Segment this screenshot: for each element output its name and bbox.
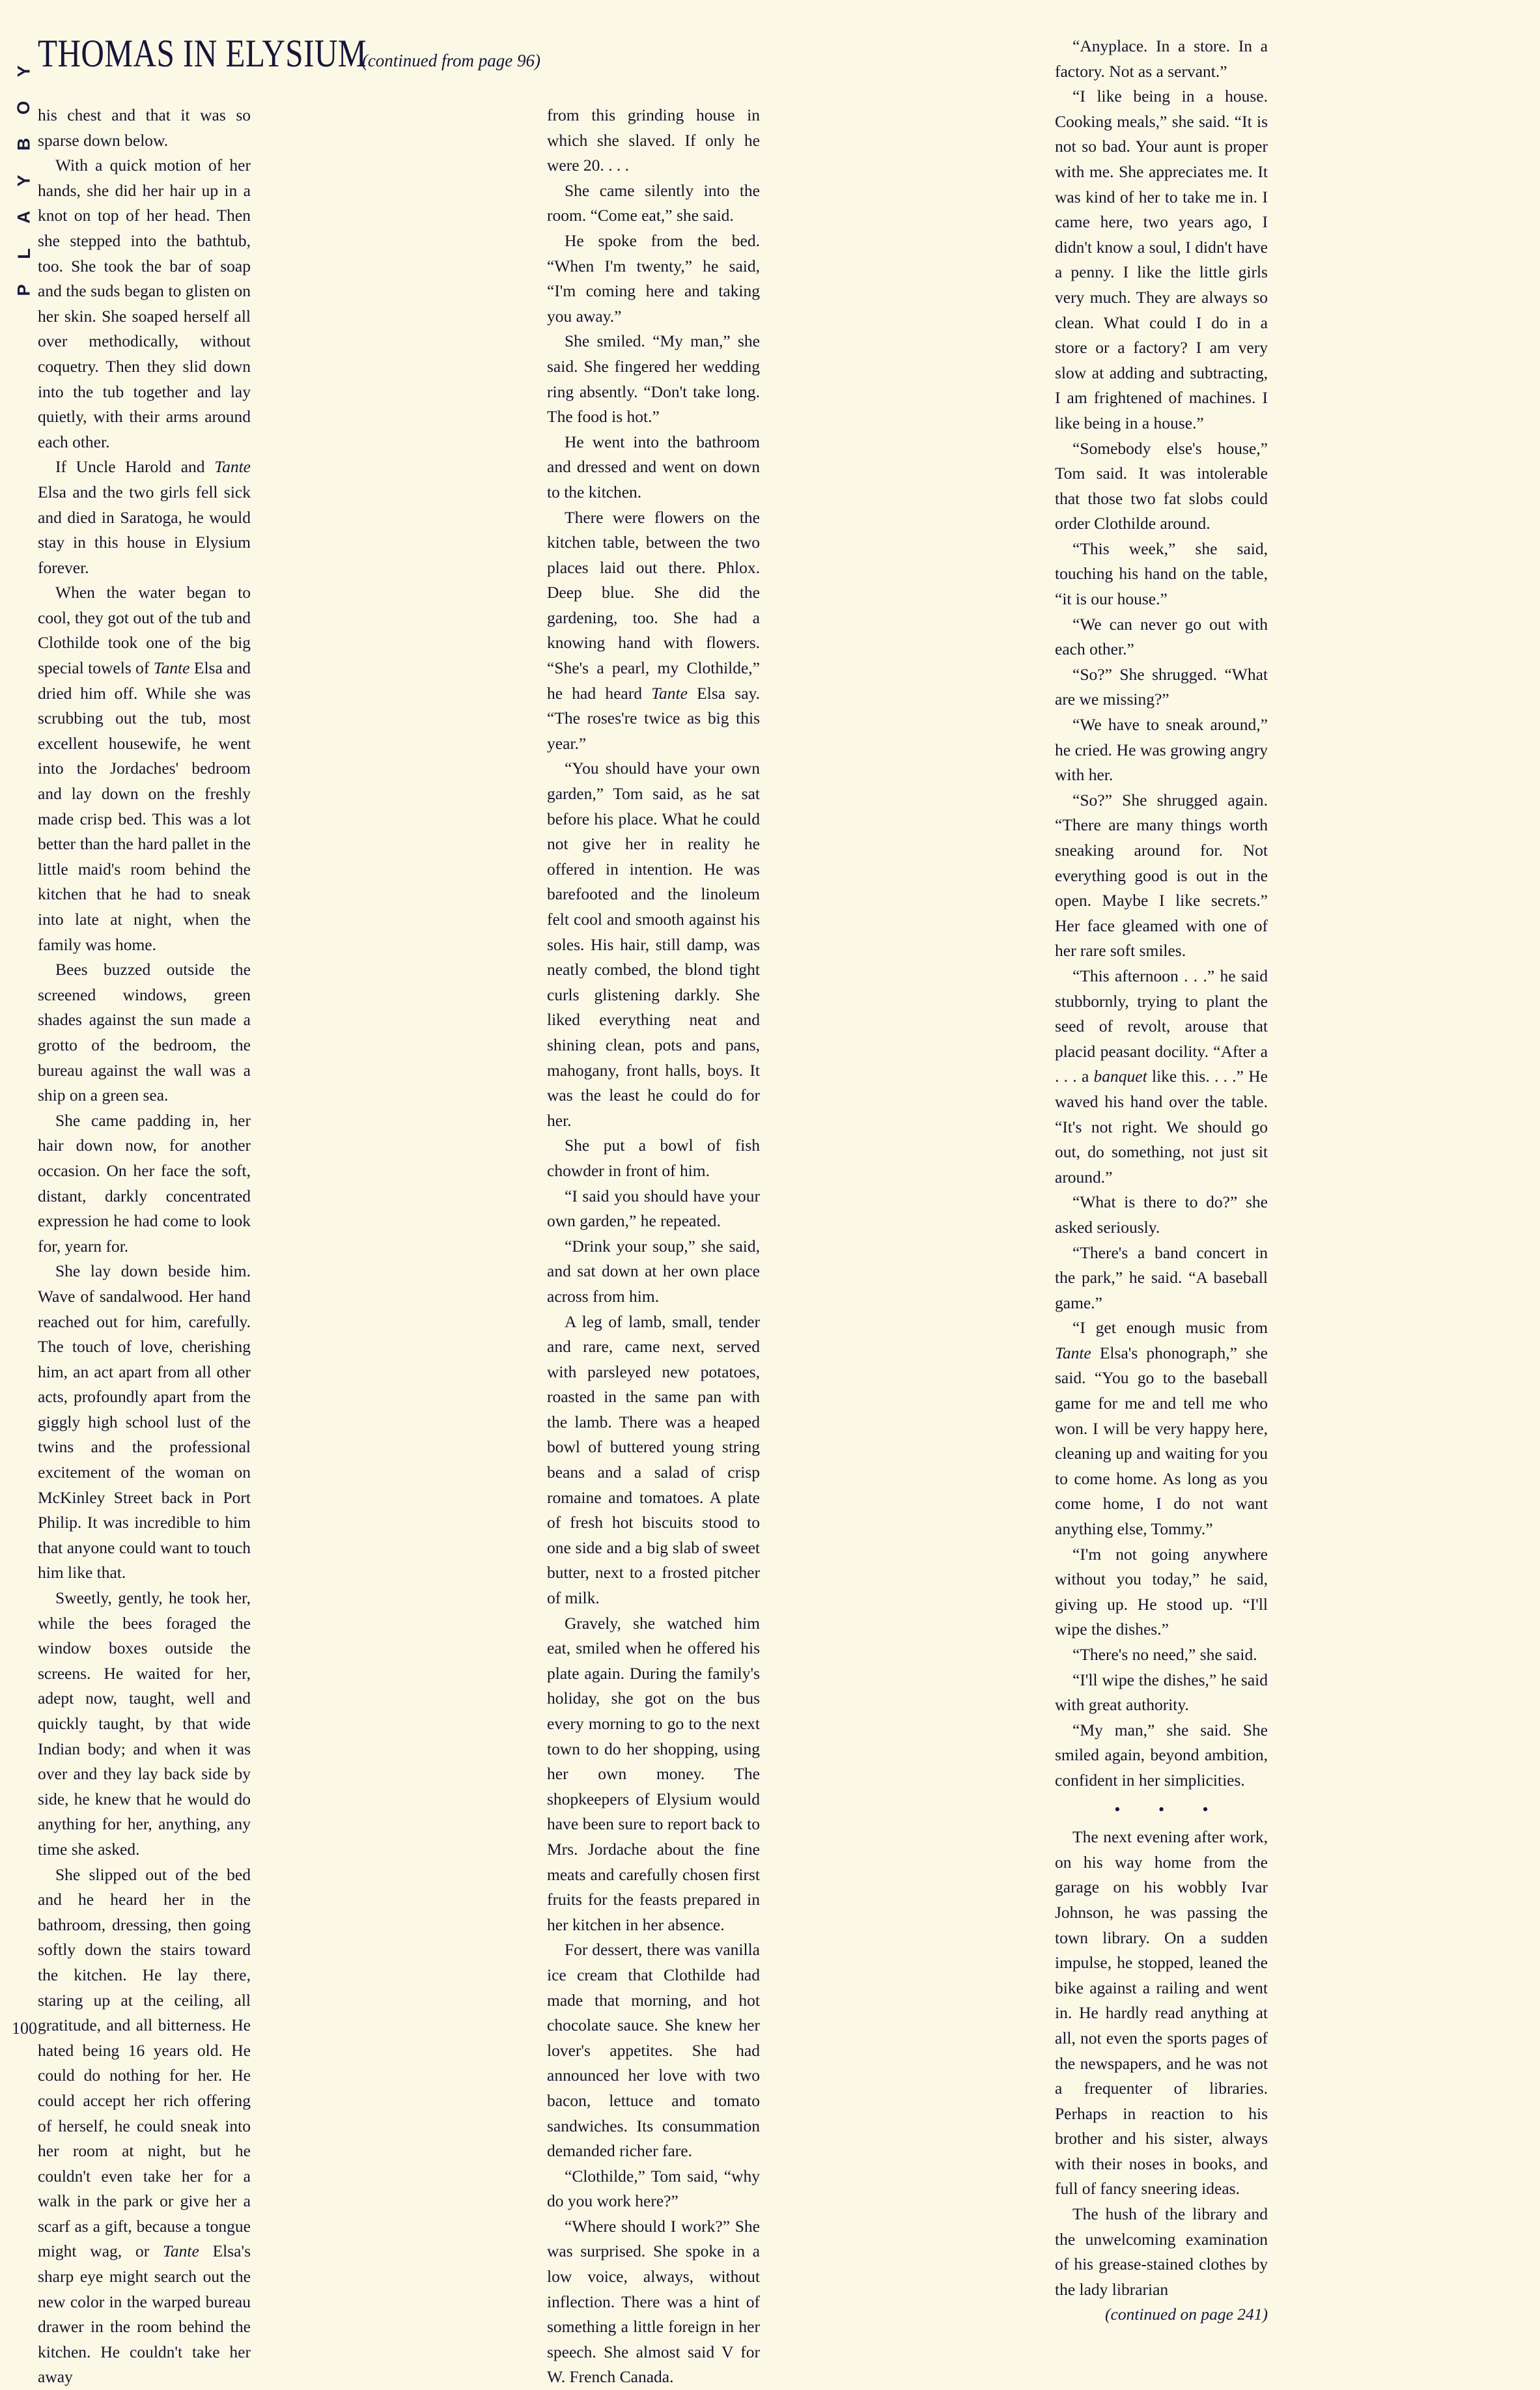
paragraph: A leg of lamb, small, tender and rare, came next, served with parsleyed new potatoes, roasted in the same pan with the lamb. There was a heaped bowl of buttered young string beans and a salad of crisp romaine and tomatoes. A plate of fresh hot biscuits stood to one side and a big slab of sweet butter, next to a frosted pitcher of milk. <box>547 1312 760 1608</box>
paragraph: “Somebody else's house,” Tom said. It was intolerable that those two fat slobs could order Clothilde around. <box>1055 438 1268 533</box>
paragraph: She came padding in, her hair down now, for another occasion. On her face the soft, distant, darkly concentrated expression he had come to look for, yearn for. <box>38 1110 251 1256</box>
paragraph: “This week,” she said, touching his hand on the table, “it is our house.” <box>1055 539 1268 609</box>
paragraph: “There's a band concert in the park,” he said. “A baseball game.” <box>1055 1243 1268 1312</box>
masthead-letter: B <box>14 137 34 151</box>
paragraph: “Clothilde,” Tom said, “why do you work here?” <box>547 2166 760 2211</box>
paragraph: With a quick motion of her hands, she did her hair up in a knot on top of her head. Then she stepped into the bathtub, too. She took the bar of soap and the suds began to glisten on her skin. She soaped herself all over methodically, without coquetry. Then they slid down into the tub together and lay quietly, with their arms around each other. <box>38 156 251 451</box>
paragraph: from this grinding house in which she slaved. If only he were 20. . . . <box>547 105 760 175</box>
paragraph: She smiled. “My man,” she said. She fingered her wedding ring absently. “Don't take long. The food is hot.” <box>547 331 760 427</box>
paragraph: “What is there to do?” she asked seriously. <box>1055 1192 1268 1237</box>
paragraph: “I get enough music from Tante Elsa's phonograph,” she said. “You go to the baseball game for me and tell me who won. I will be very happy here, cleaning up and waiting for you to come home. As long as you come home, I do not want anything else, Tommy.” <box>1055 1318 1268 1539</box>
paragraph: “Where should I work?” She was surprised. She spoke in a low voice, always, without inflection. There was a hint of something a little foreign in her speech. She almost said V for W. French Canada. <box>547 2216 760 2387</box>
paragraph: “I'll wipe the dishes,” he said with great authority. <box>1055 1670 1268 1715</box>
playboy-vertical-masthead <box>9 63 39 318</box>
paragraph: The hush of the library and the unwelcoming examination of his grease-stained clothes by the lady librarian <box>1055 2204 1268 2299</box>
paragraph: “So?” She shrugged again. “There are many things worth sneaking around for. Not everything good is out in the open. Maybe I like secrets.” Her face gleamed with one of her rare soft smiles. <box>1055 790 1268 961</box>
column-1-body <box>38 65 251 2390</box>
paragraph: The next evening after work, on his way home from the garage on his wobbly Ivar Johnson, he was passing the town library. On a sudden impulse, he stopped, leaned the bike against a railing and went in. He hardly read anything at all, not even the sports pages of the newspapers, and he was not a frequenter of libraries. Perhaps in reaction to his brother and his sister, always with their noses in books, and full of fancy sneering ideas. <box>1055 1827 1268 2199</box>
paragraph: She lay down beside him. Wave of sandalwood. Her hand reached out for him, carefully. The touch of love, cherishing him, an act apart from all other acts, profoundly apart from the giggly high school lust of the twins and the professional excitement of the woman on McKinley Street back in Port Philip. It was incredible to him that anyone could want to touch him like that. <box>38 1261 251 1582</box>
column-3-body-after-break <box>1055 1825 1268 2302</box>
masthead-letter: Y <box>14 175 34 187</box>
paragraph: “Anyplace. In a store. In a factory. Not as a servant.” <box>1055 36 1268 81</box>
paragraph: Gravely, she watched him eat, smiled when he offered his plate again. During the family's holiday, she got on the bus every morning to go to the next town to do her shopping, using her own money. The shopkeepers of Elysium would have been sure to report back to Mrs. Jordache about the fine meats and carefully chosen first fruits for the feasts prepared in her kitchen in her absence. <box>547 1613 760 1934</box>
paragraph: “My man,” she said. She smiled again, beyond ambition, confident in her simplicities. <box>1055 1720 1268 1790</box>
continued-from-note: (continued from page 96) <box>361 51 541 70</box>
italic-word: Tante <box>214 457 251 477</box>
paragraph: Bees buzzed outside the screened windows, green shades against the sun made a grotto of the bedroom, the bureau against the wall was a ship on a green sea. <box>38 960 251 1105</box>
paragraph: “There's no need,” she said. <box>1072 1645 1257 1664</box>
paragraph: For dessert, there was vanilla ice cream that Clothilde had made that morning, and hot chocolate sauce. She knew her lover's appetites. She had announced her love with two bacon, lettuce and tomato sandwiches. Its consummation demanded richer fare. <box>547 1940 760 2161</box>
masthead-letter: A <box>14 210 34 224</box>
paragraph: “So?” She shrugged. “What are we missing?” <box>1055 664 1268 709</box>
paragraph: He spoke from the bed. “When I'm twenty,” he said, “I'm coming here and taking you away.” <box>547 231 760 326</box>
paragraph: She came silently into the room. “Come eat,” she said. <box>547 180 760 225</box>
column-2-body <box>547 65 760 2390</box>
page-title: THOMAS IN ELYSIUM <box>38 32 367 75</box>
paragraph: When the water began to cool, they got out of the tub and Clothilde took one of the big special towels of Tante Elsa and dried him off. While she was scrubbing out the tub, most excellent housewife, he went into the Jordaches' bedroom and lay down on the freshly made crisp bed. This was a lot better than the hard pallet in the little maid's room behind the kitchen that he had to sneak into late at night, when the family was home. <box>38 583 251 954</box>
page-number: 100 <box>12 2019 37 2038</box>
masthead-letter: O <box>14 100 34 115</box>
paragraph: “I said you should have your own garden,” he repeated. <box>547 1186 760 1231</box>
paragraph: “We have to sneak around,” he cried. He was growing angry with her. <box>1055 715 1268 785</box>
text-column-1 <box>38 65 251 2390</box>
continued-on-note: (continued on page 241) <box>1105 2305 1268 2324</box>
paragraph: “This afternoon . . .” he said stubbornly, trying to plant the seed of revolt, arouse that placid peasant docility. “After a . . . a banquet like this. . . .” He waved his hand over the table. “It's not right. We should go out, do something, not just sit around.” <box>1055 966 1268 1187</box>
paragraph: “I'm not going anywhere without you today,” he said, giving up. He stood up. “I'll wipe the dishes.” <box>1055 1544 1268 1639</box>
paragraph: She put a bowl of fish chowder in front of him. <box>547 1136 760 1180</box>
masthead-letter: Y <box>14 65 34 77</box>
paragraph: She slipped out of the bed and he heard her in the bathroom, dressing, then going softly down the stairs toward the kitchen. He lay there, staring up at the ceiling, all gratitude, and all bitterness. He hated being 16 years old. He could do nothing for her. He could accept her rich offering of herself, he could sneak into her room at night, but he couldn't even take her for a walk in the park or give her a scarf as a gift, because a tongue might wag, or Tante Elsa's sharp eye might search out the new color in the warped bureau drawer in the room behind the kitchen. He couldn't take her away <box>38 1864 251 2387</box>
column-3-body <box>1055 34 1268 1793</box>
italic-word: Tante <box>651 683 688 703</box>
paragraph: There were flowers on the kitchen table, between the two places laid out there. Phlox. Deep blue. She did the gardening, too. She had a knowing hand with flowers. “She's a pearl, my Clothilde,” he had heard Tante Elsa say. “The roses're twice as big this year.” <box>547 507 760 753</box>
masthead-letter: L <box>14 248 34 259</box>
scene-break-bullets: • • • <box>1114 1799 1225 1819</box>
paragraph: Sweetly, gently, he took her, while the bees foraged the window boxes outside the screens. He waited for her, adept now, taught, well and quickly taught, by that wide Indian body; and when it was over and they lay back side by side, he knew that he would do anything for her, anything, any time she asked. <box>38 1588 251 1859</box>
text-column-2 <box>547 65 760 2390</box>
italic-word: Tante <box>163 2242 199 2261</box>
paragraph: his chest and that it was so sparse down below. <box>38 105 251 150</box>
italic-word: banquet <box>1093 1067 1147 1086</box>
paragraph: “I like being in a house. Cooking meals,” she said. “It is not so bad. Your aunt is proper with me. She appreciates me. It was kind of her to take me in. I came here, two years ago, I didn't know a soul, I didn't have a penny. I like the little girls very much. They are always so clean. What could I do in a store or a factory? I am very slow at adding and subtracting, I am frightened of machines. I like being in a house.” <box>1055 87 1268 432</box>
italic-word: Tante <box>1055 1343 1091 1362</box>
paragraph: “Drink your soup,” she said, and sat down at her own place across from him. <box>547 1236 760 1306</box>
paragraph: He went into the bathroom and dressed and went on down to the kitchen. <box>547 432 760 501</box>
paragraph: “You should have your own garden,” Tom said, as he sat before his place. What he could not give her in reality he offered in intention. He was barefooted and the linoleum felt cool and smooth against his soles. His hair, still damp, was neatly combed, the blond tight curls glistening darkly. She liked everything neat and shining clean, pots and pans, mahogany, front halls, boys. It was the least he could do for her. <box>547 759 760 1130</box>
paragraph: If Uncle Harold and Tante Elsa and the two girls fell sick and died in Saratoga, he would stay in this house in Elysium forever. <box>38 457 251 577</box>
paragraph: “We can never go out with each other.” <box>1055 614 1268 659</box>
masthead-letter: P <box>14 284 34 296</box>
text-column-3 <box>1055 34 1268 2327</box>
italic-word: Tante <box>153 658 190 678</box>
